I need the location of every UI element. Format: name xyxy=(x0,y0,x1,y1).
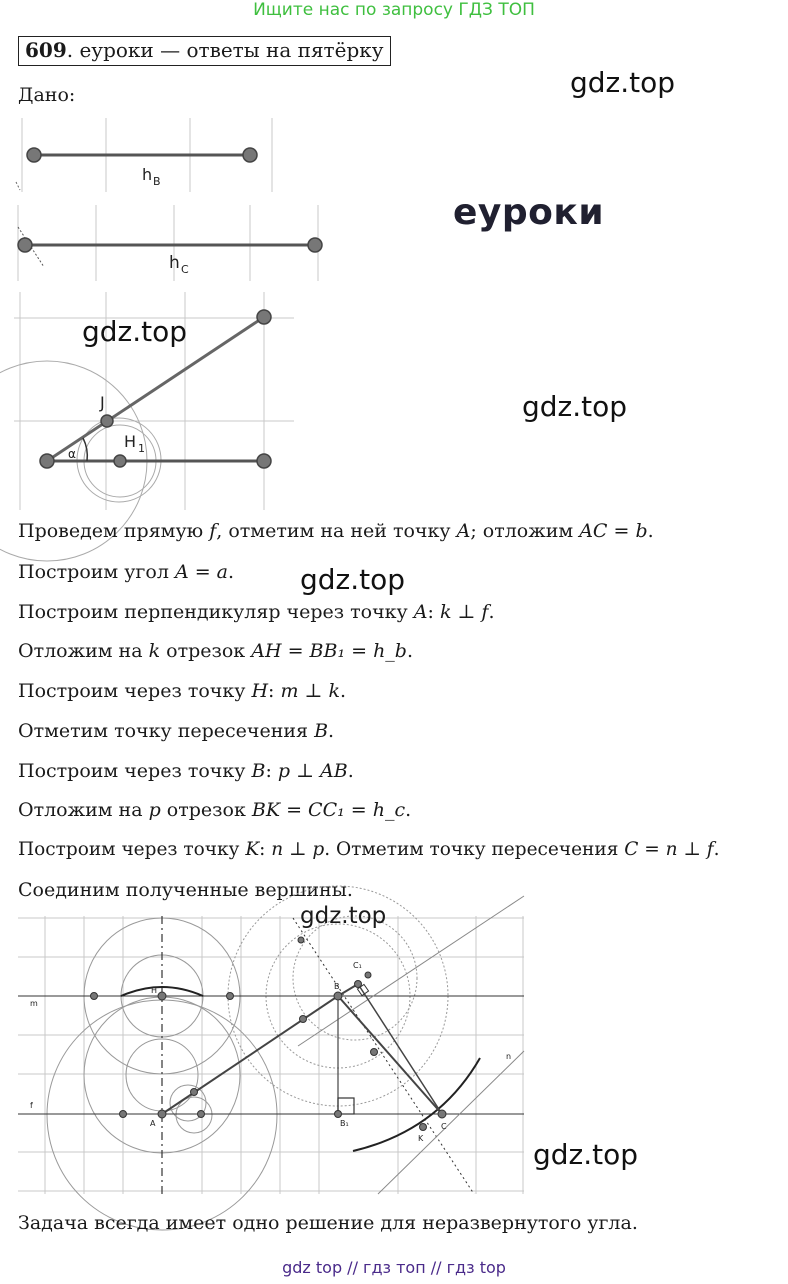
label-j: J xyxy=(100,393,105,412)
step-9: Построим через точку K: n ⊥ p. Отметим точку пересечения C = n ⊥ f. xyxy=(18,839,720,860)
point-h1 xyxy=(114,455,126,467)
problem-title xyxy=(18,36,391,66)
problem-number: 609 xyxy=(25,38,67,62)
label-c1: C₁ xyxy=(353,961,362,970)
endpoint xyxy=(18,238,32,252)
label-c: C xyxy=(441,1122,447,1131)
endpoint xyxy=(27,148,41,162)
hc-label-main: h xyxy=(169,253,180,273)
endpoint xyxy=(308,238,322,252)
figure-hc xyxy=(14,205,334,281)
watermark: gdz.top xyxy=(522,390,628,423)
watermark: gdz.top xyxy=(533,1138,639,1171)
step-3: Построим перпендикуляр через точку A: k ⊥ f. xyxy=(18,601,495,623)
step-7: Построим через точку B: p ⊥ AB. xyxy=(18,760,354,782)
label-f: f xyxy=(30,1101,33,1110)
figure-hb xyxy=(14,118,276,192)
label-b: B xyxy=(334,982,340,991)
label-a: A xyxy=(150,1119,156,1128)
hb-label-main: h xyxy=(142,165,153,184)
label-k: K xyxy=(418,1134,424,1143)
label-m: m xyxy=(30,999,38,1008)
label-b1: B₁ xyxy=(340,1119,349,1128)
watermark: gdz.top xyxy=(300,563,406,596)
footer-links[interactable]: gdz top // гдз топ // гдз top xyxy=(282,1258,506,1277)
watermark: gdz.top xyxy=(300,903,387,929)
watermark: gdz.top xyxy=(570,66,676,99)
step-6: Отметим точку пересечения B. xyxy=(18,720,335,742)
step-10: Соединим полученные вершины. xyxy=(18,879,353,901)
step-5: Построим через точку H: m ⊥ k. xyxy=(18,680,347,702)
endpoint xyxy=(243,148,257,162)
hc-label-sub: C xyxy=(181,263,189,276)
step-4: Отложим на k отрезок AH = BB₁ = h_b. xyxy=(18,640,414,662)
hb-label-sub: B xyxy=(153,175,161,188)
label-h: H xyxy=(151,986,158,995)
step-2: Построим угол A = a. xyxy=(18,561,235,583)
problem-title-text: . еуроки — ответы на пятёрку xyxy=(66,38,384,62)
watermark: gdz.top xyxy=(82,315,188,348)
given-label: Дано: xyxy=(18,84,76,106)
top-banner[interactable]: Ищите нас по запросу ГДЗ ТОП xyxy=(253,0,535,20)
construction-figure xyxy=(18,916,526,1196)
point-j xyxy=(101,415,113,427)
conclusion: Задача всегда имеет одно решение для неразвернутого угла. xyxy=(18,1212,638,1234)
step-1: Проведем прямую f, отметим на ней точку A; отложим AC = b. xyxy=(18,520,654,542)
label-h1-main: H xyxy=(124,432,137,451)
brand-logo: еуроки xyxy=(453,192,605,233)
label-h1-sub: 1 xyxy=(138,442,145,455)
label-n: n xyxy=(506,1052,512,1061)
label-alpha: α xyxy=(68,447,76,461)
step-8: Отложим на p отрезок BK = CC₁ = h_c. xyxy=(18,799,412,821)
